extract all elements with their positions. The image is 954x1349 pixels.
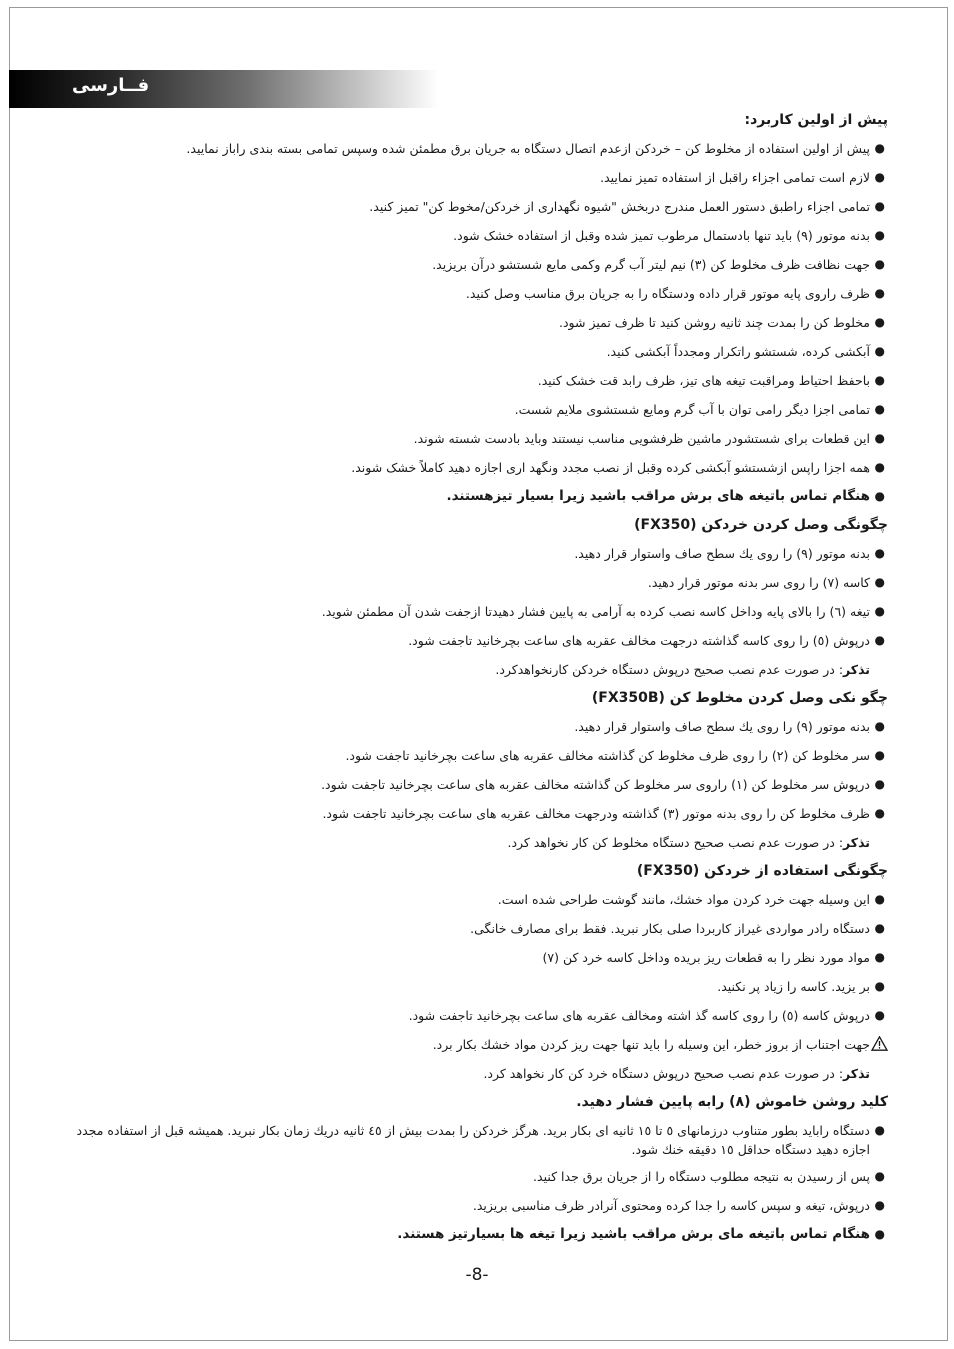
warning-bullet: ● هنگام تماس باتیغه های برش مراقب باشید زیرا بسیار تیزهستند. [62,482,888,511]
bullet-icon: ● [874,1008,885,1022]
bullet-icon: ● [874,141,885,155]
bullet-icon: ● [874,806,885,820]
bullet-icon: ● [874,489,885,503]
list-item: ● تیغه (٦) را بالای پایه وداخل کاسه نصب کرده به آرامی به پایین فشار دهیدتا ازجفت شدن آن مطمئن شوید. [62,597,888,626]
bullet-icon: ● [874,546,885,560]
section-title: پیش از اولین کاربرد: [744,112,888,128]
list-item: ● باحفظ احتیاط ومراقبت تیغه های تیز، ظرف رابد قت خشک کنید. [62,366,888,395]
list-item: ● دستگاه رادر مواردی غیراز کاربردا صلی بکار نبرید. فقط برای مصارف خانگی. [62,914,888,943]
warning-bullet: ● هنگام تماس باتیغه مای برش مراقب باشید زیرا تیغه ها بسیارتیز هستند. [62,1220,888,1249]
list-item: ● دستگاه رابايد بطور متناوب درزمانهای ٥ تا ١٥ ثانيه ای بکار بريد. هرگز خردکن را بمدت بيش از ٤٥ ثانيه دريك زمان بکار نبريد. همیشه قبل از استفاده مجدد اجازه دهید دستگاه حداقل ١٥ دقیقه خنك شود. [76,1123,885,1157]
warning-item: جهت اجتناب از بروز خطر، این وسیله را باید تنها جهت ریز کردن مواد خشك بکار برد. [62,1030,888,1059]
list-item: ● پس از رسیدن به نتیجه مطلوب دستگاه را از جریان برق جدا کنید. [62,1162,888,1191]
list-item: ● تمامی اجزا دیگر رامی توان با آب گرم ومایع شستشوی ملایم شست. [62,395,888,424]
bullet-icon: ● [874,344,885,358]
list-item: ● ظرف مخلوط کن را روی بدنه موتور (۳) گذاشته ودرجهت مخالف عقربه های ساعت بچرخانید تاجفت شود. [62,799,888,828]
list-item: ● این وسیله جهت خرد کردن مواد خشك، مانند گوشت طراحی شده است. [62,885,888,914]
bullet-icon: ● [874,257,885,271]
list-item: ● همه اجزا راپس ازشستشو آبکشی کرده وقبل از نصب مجدد ونگهد اری اجازه دهید کاملاً خشک شوند. [62,453,888,482]
bullet-icon: ● [874,979,885,993]
list-item: ● پیش از اولین استفاده از مخلوط کن – خردکن ازعدم اتصال دستگاه به جریان برق مطمئن شده وسپس تمامی بسته بندی راباز نمایید. [62,134,888,163]
list-item: ● بدنه موتور (۹) باید تنها بادستمال مرطوب تمیز شده وقبل از استفاده خشک شود. [62,221,888,250]
bullet-icon: ● [874,719,885,733]
list-item: ● کاسه (۷) را روی سر بدنه موتور قرار دهید. [62,568,888,597]
list-item: ● ظرف راروی پایه موتور قرار داده ودستگاه را به جریان برق مناسب وصل کنید. [62,279,888,308]
warning-triangle-icon [871,1036,888,1051]
bullet-icon: ● [874,921,885,935]
bullet-icon: ● [874,1198,885,1212]
bullet-icon: ● [874,1227,885,1241]
bullet-icon: ● [874,892,885,906]
list-item: ● سر مخلوط کن (۲) را روی ظرف مخلوط کن گذاشته مخالف عقربه های ساعت بچرخانید تاجفت شود. [62,741,888,770]
bullet-icon: ● [874,777,885,791]
bullet-icon: ● [874,286,885,300]
list-item: ● تمامی اجزاء راطبق دستور العمل مندرج دربخش "شیوه نگهداری از خردکن/مخوط کن" تمیز کنید. [62,192,888,221]
section-title: چگونگی استفاده از خردکن (FX350) [636,863,888,879]
note: تذکر: در صورت عدم نصب صحیح درپوش دستگاه خرد کن کار نخواهد کرد. [483,1066,870,1081]
note: تذکر: در صورت عدم نصب صحیح درپوش دستگاه خردکن کارنخواهدکرد. [495,662,870,677]
bullet-icon: ● [874,228,885,242]
bullet-icon: ● [874,373,885,387]
list-item: ● درپوش سر مخلوط کن (۱) راروی سر مخلوط کن گذاشته مخالف عقربه های ساعت بچرخانید تاجفت شود. [62,770,888,799]
list-item: ● درپوش (٥) را روی کاسه گذاشته درجهت مخالف عقربه های ساعت بچرخانید تاجفت شود. [62,626,888,655]
list-item: ● مواد مورد نظر را به قطعات ریز بریده وداخل کاسه خرد کن (۷) [62,943,888,972]
bullet-icon: ● [874,604,885,618]
list-item: ● درپوش، تیغه و سپس کاسه را جدا کرده ومحتوی آنرادر ظرف مناسبی بریزید. [62,1191,888,1220]
note: تذکر: در صورت عدم نصب صحیح دستگاه مخلوط کن کار نخواهد کرد. [507,835,870,850]
list-item: ● این قطعات برای شستشودر ماشین ظرفشویی مناسب نیستند وباید بادست شسته شوند. [62,424,888,453]
list-item: ● آبکشی کرده، شستشو راتکرار ومجدداً آبکشی کنید. [62,337,888,366]
section-title: چگو نکی وصل کردن مخلوط کن (FX350B) [591,690,888,706]
manual-content [62,106,888,1249]
list-item: ● لازم است تمامی اجزاء راقبل از استفاده تمیز نمایید. [62,163,888,192]
list-item: ● جهت نظافت ظرف مخلوط کن (۳) نیم لیتر آب گرم وکمی مایع شستشو درآن بریزید. [62,250,888,279]
list-item: ● مخلوط کن را بمدت چند ثانیه روشن کنید تا ظرف تمیز شود. [62,308,888,337]
bullet-icon: ● [874,575,885,589]
list-item: ● درپوش کاسه (٥) را روی کاسه گذ اشته ومخالف عقربه های ساعت بچرخانید تاجفت شود. [62,1001,888,1030]
section-title: چگونگی وصل کردن خردکن (FX350) [634,517,888,533]
bullet-icon: ● [874,1123,885,1137]
bullet-icon: ● [874,199,885,213]
page-number: -8- [465,1265,489,1285]
bullet-icon: ● [874,315,885,329]
language-label: فــارسی [72,75,150,96]
bullet-icon: ● [874,633,885,647]
bullet-icon: ● [874,170,885,184]
bullet-icon: ● [874,460,885,474]
list-item: ● بدنه موتور (۹) را روی یك سطح صاف واستوار قرار دهید. [62,539,888,568]
bullet-icon: ● [874,748,885,762]
bullet-icon: ● [874,950,885,964]
bullet-icon: ● [874,1169,885,1183]
bullet-icon: ● [874,431,885,445]
section-title: کلید روشن خاموش (۸) رابه پایین فشار دهید. [576,1094,888,1110]
list-item: ● بدنه موتور (۹) را روی یك سطح صاف واستوار قرار دهید. [62,712,888,741]
bullet-icon: ● [874,402,885,416]
list-item: ● بر یزید. کاسه را زیاد پر نکنید. [62,972,888,1001]
